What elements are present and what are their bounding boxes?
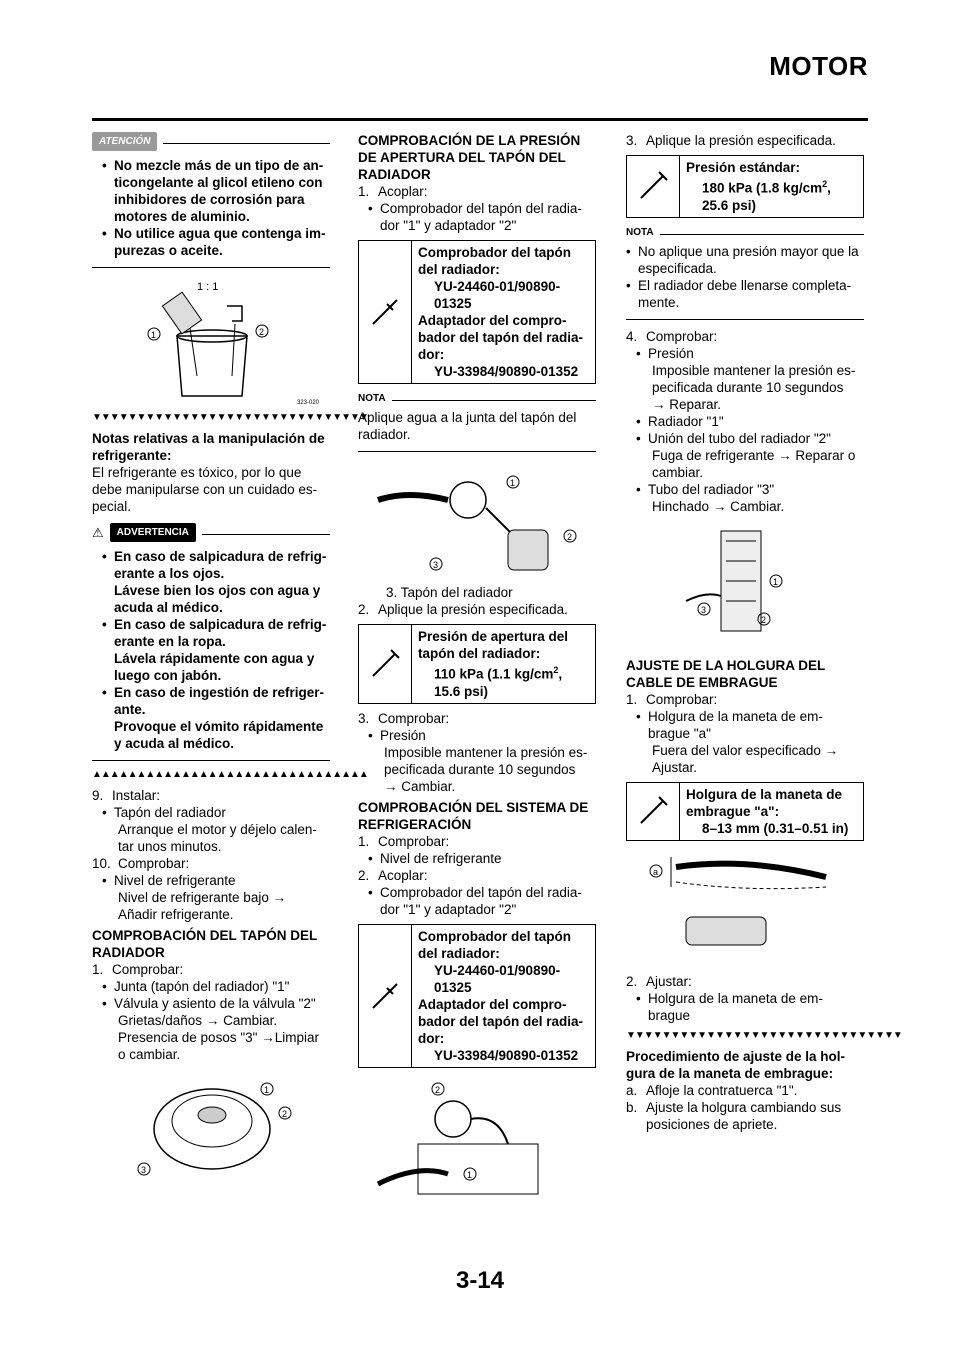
figure-system-tester (358, 1074, 596, 1210)
wrench-tool-icon (359, 925, 412, 1067)
figure-radiator (626, 521, 864, 651)
fig5-callout-1: 1 (773, 576, 779, 587)
fig4-callout-1: 1 (467, 1169, 473, 1180)
advertencia-header (92, 523, 330, 542)
triangle-divider-down: ▼▼▼▼▼▼▼▼▼▼▼▼▼▼▼▼▼▼▼▼▼▼▼▼▼▼▼▼▼▼▼ (626, 1029, 902, 1041)
figure-radiator-cap (92, 1069, 330, 1189)
arrow-icon: → (205, 1013, 220, 1028)
section-heading-sistema: COMPROBACIÓN DEL SISTEMA DE REFRIGERACIÓN (358, 799, 589, 832)
figure-cap-tester (358, 460, 596, 578)
procedure-title: Procedimiento de ajuste de la hol-gura de la maneta de embrague: (626, 1048, 846, 1081)
fig6-callout-a: a (653, 866, 659, 877)
page-number: 3-14 (455, 1267, 505, 1294)
column-1: ATENCIÓN • No mezcle más de un tipo de an-ticongelante al glicol etileno con inhibidores de corrosión para motores de aluminio. • No utilice agua que contenga im-purezas o aceite. 1 2 1 : 1 323-020 ▼▼▼▼▼▼▼▼▼▼▼▼▼▼▼▼▼▼▼▼▼▼▼▼▼▼▼▼▼▼▼ Notas relativas a la manipulación de refrigerante: El refrigerante es tóxico, por lo que debe manipularse con un cuidado es-pecial. ⚠ ADVERTENCIA • En caso de salpicadura de refrig-erante a los ojos. Lávese bien los ojos con agua y acuda al médico. • En caso de salpicadura de refrig-erante en la ropa. Lávela rápidamente con agua y luego con jabón. • En caso de ingestión de refriger-ante. Provoque el vómito rápidamente y acuda al médico. ▲▲▲▲▲▲▲▲▲▲▲▲▲▲▲▲▲▲▲▲▲▲▲▲▲▲▲▲▲▲▲ 9. Instalar: • Tapón del radiador Arranque el motor y déjelo calen-tar unos minutos. 10. Comprobar: • Nivel de refrigerante Nivel de refrigerante bajo → Añadir refrigerante. COMPROBACIÓN DEL TAPÓN DEL RADIADOR 1. Comprobar: • Junta (tapón del radiador) "1" • Válvula y asiento de la válvula "2" Grietas/daños → Cambiar. Presencia de posos "3" →Limpiar o cambiar. 1 2 3 (92, 132, 330, 1195)
arrow-icon: → (652, 396, 666, 412)
advertencia-label: ADVERTENCIA (110, 523, 196, 542)
spec-box-2: Presión estándar: 180 kPa (1.8 $kg/cm^2$, 25.6 psi) (626, 155, 864, 218)
system-tester-illustration (358, 1074, 596, 1210)
fig2-callout-3: 3 (141, 1165, 147, 1175)
header-rule (92, 118, 868, 121)
warning-icon: ⚠ (92, 525, 104, 540)
fig2-callout-1: 1 (264, 1085, 270, 1095)
fig1-callout-2: 2 (259, 327, 265, 337)
spec-wrench-icon (627, 783, 680, 840)
wrench-tool-icon (359, 241, 412, 383)
arrow-icon: → (272, 890, 287, 905)
clutch-lever-illustration (626, 847, 864, 967)
spec-wrench-icon (627, 156, 680, 217)
nota-text: Aplique agua a la junta del tapón del radiador. (358, 410, 577, 442)
notas-title: Notas relativas a la manipulación de refrigerante: (92, 431, 325, 463)
section-heading-ajuste: AJUSTE DE LA HOLGURA DEL CABLE DE EMBRAGUE (626, 657, 826, 690)
triangle-divider-down: ▼▼▼▼▼▼▼▼▼▼▼▼▼▼▼▼▼▼▼▼▼▼▼▼▼▼▼▼▼▼▼ (92, 412, 368, 423)
fig3-caption: 3. Tapón del radiador (386, 585, 513, 600)
figure-clutch-lever (626, 847, 864, 967)
fig3-callout-3: 3 (433, 560, 439, 570)
advertencia-item: • En caso de salpicadura de refrig-erante en la ropa. Lávela rápidamente con agua y luego con jabón. (102, 617, 327, 683)
cap-tester-illustration (358, 460, 596, 578)
spec-wrench-icon (359, 625, 412, 703)
tool-box-2: Comprobador del tapón del radiador: YU-24460-01/90890-01325 Adaptador del compro-bador del tapón del radia-dor: YU-33984/90890-01352 (358, 924, 596, 1068)
fig3-callout-1: 1 (510, 478, 516, 488)
page-header-title: MOTOR (769, 51, 868, 81)
fig1-ratio: 1 : 1 (197, 281, 219, 293)
step-9: 9. Instalar: (92, 788, 161, 803)
spec-box-3: Holgura de la maneta de embrague "a": 8–13 mm (0.31–0.51 in) (626, 782, 864, 841)
section-heading-presion: COMPROBACIÓN DE LA PRESIÓN DE APERTURA DEL TAPÓN DEL RADIADOR (358, 133, 581, 182)
arrow-icon: → (712, 498, 727, 514)
column-2: COMPROBACIÓN DE LA PRESIÓN DE APERTURA DEL TAPÓN DEL RADIADOR 1. Acoplar: • Comprobador del tapón del radia-dor "1" y adaptador "2" Comprobador del tapón del radiador: YU-24460-01/90890-01325 Adaptador del compro-bador del tapón del radia-dor: YU-33984/90890-01352 NOTA Aplique agua a la junta del tapón del radiador. 1 2 3 3. Tapón del radiador 2. Aplique la presión especificada. Presión de apertura del tapón del radiador: 110 kPa (1.1 $kg/cm^2$, 15.6 psi) 3. Comprobar: • Presión Imposible mantener la presión es-pecificada durante 10 segundos → Cambiar. COMPROBACIÓN DEL SISTEMA DE REFRIGERACIÓN 1. Comprobar: • Nivel de refrigerante 2. Acoplar: • Comprobador del tapón del radia-dor "1" y adaptador "2" Comprobador del tapón del radiador: YU-24460-01/90890-01325 Adaptador del compro-bador del tapón del radia-dor: YU-33984/90890-01352 2 1 (358, 132, 596, 1216)
spec-box-1: Presión de apertura del tapón del radiador: 110 kPa (1.1 $kg/cm^2$, 15.6 psi) (358, 624, 596, 704)
arrow-icon: → (778, 447, 792, 463)
fig2-callout-2: 2 (282, 1109, 288, 1119)
nota-label: NOTA (358, 393, 386, 404)
atencion-item: • No utilice agua que contenga im-purezas o aceite. (102, 226, 326, 258)
arrow-icon: → (824, 742, 839, 758)
advertencia-item: • En caso de ingestión de refriger-ante. Provoque el vómito rápidamente y acuda al médico. (102, 685, 325, 751)
atencion-header (92, 132, 330, 151)
fig5-callout-3: 3 (701, 604, 707, 615)
step-10: 10. Comprobar: (92, 856, 190, 871)
atencion-item: • No mezcle más de un tipo de an-ticongelante al glicol etileno con inhibidores de corrosión para motores de aluminio. (102, 158, 324, 224)
nota-label: NOTA (626, 226, 654, 238)
radiator-illustration (626, 521, 864, 651)
tool-box-1: Comprobador del tapón del radiador: YU-24460-01/90890-01325 Adaptador del compro-bador del tapón del radia-dor: YU-33984/90890-01352 (358, 240, 596, 384)
fig4-callout-2: 2 (435, 1084, 441, 1095)
triangle-divider-up: ▲▲▲▲▲▲▲▲▲▲▲▲▲▲▲▲▲▲▲▲▲▲▲▲▲▲▲▲▲▲▲ (92, 769, 368, 780)
fig3-callout-2: 2 (567, 532, 573, 542)
column-3: 3. Aplique la presión especificada. Presión estándar: 180 kPa (1.8 $kg/cm^2$, 25.6 psi) NOTA • No aplique una presión mayor que la especificada. • El radiador debe llenarse completa-mente. 4. Comprobar: • Presión Imposible mantener la presión es-pecificada durante 10 segundos → Reparar. • Radiador "1" • Unión del tubo del radiador "2" Fuga de refrigerante → Reparar o cambiar. • Tubo del radiador "3" Hinchado → Cambiar. 1 2 3 AJUSTE DE LA HOLGURA DEL CABLE DE EMBRAGUE 1. Comprobar: • Holgura de la maneta de em-brague "a" Fuera del valor especificado → Ajustar. Holgura de la maneta de embrague "a": 8–13 mm (0.31–0.51 in) a 2. Ajustar: • Holgura de la maneta de em-brague ▼▼▼▼▼▼▼▼▼▼▼▼▼▼▼▼▼▼▼▼▼▼▼▼▼▼▼▼▼▼▼ Procedimiento de ajuste de la hol-gura de la maneta de embrague: a. Afloje la contratuerca "1". b. Ajuste la holgura cambiando sus posiciones de apriete. (626, 133, 902, 1132)
bucket-illustration (92, 276, 330, 406)
section-heading-tapon: COMPROBACIÓN DEL TAPÓN DEL RADIADOR (92, 928, 318, 960)
fig5-callout-2: 2 (761, 614, 767, 625)
arrow-icon: → (261, 1030, 275, 1045)
atencion-label: ATENCIÓN (92, 132, 157, 151)
advertencia-item: • En caso de salpicadura de refrig-erante a los ojos. Lávese bien los ojos con agua y acuda al médico. (102, 549, 327, 615)
fig1-callout-1: 1 (151, 330, 157, 340)
radiator-cap-illustration (92, 1069, 330, 1189)
notas-text: El refrigerante es tóxico, por lo que debe manipularse con un cuidado es-pecial. (92, 465, 318, 514)
figure-bucket-mix (92, 276, 330, 406)
fig1-code: 323-020 (297, 400, 320, 406)
arrow-icon: → (384, 778, 398, 794)
